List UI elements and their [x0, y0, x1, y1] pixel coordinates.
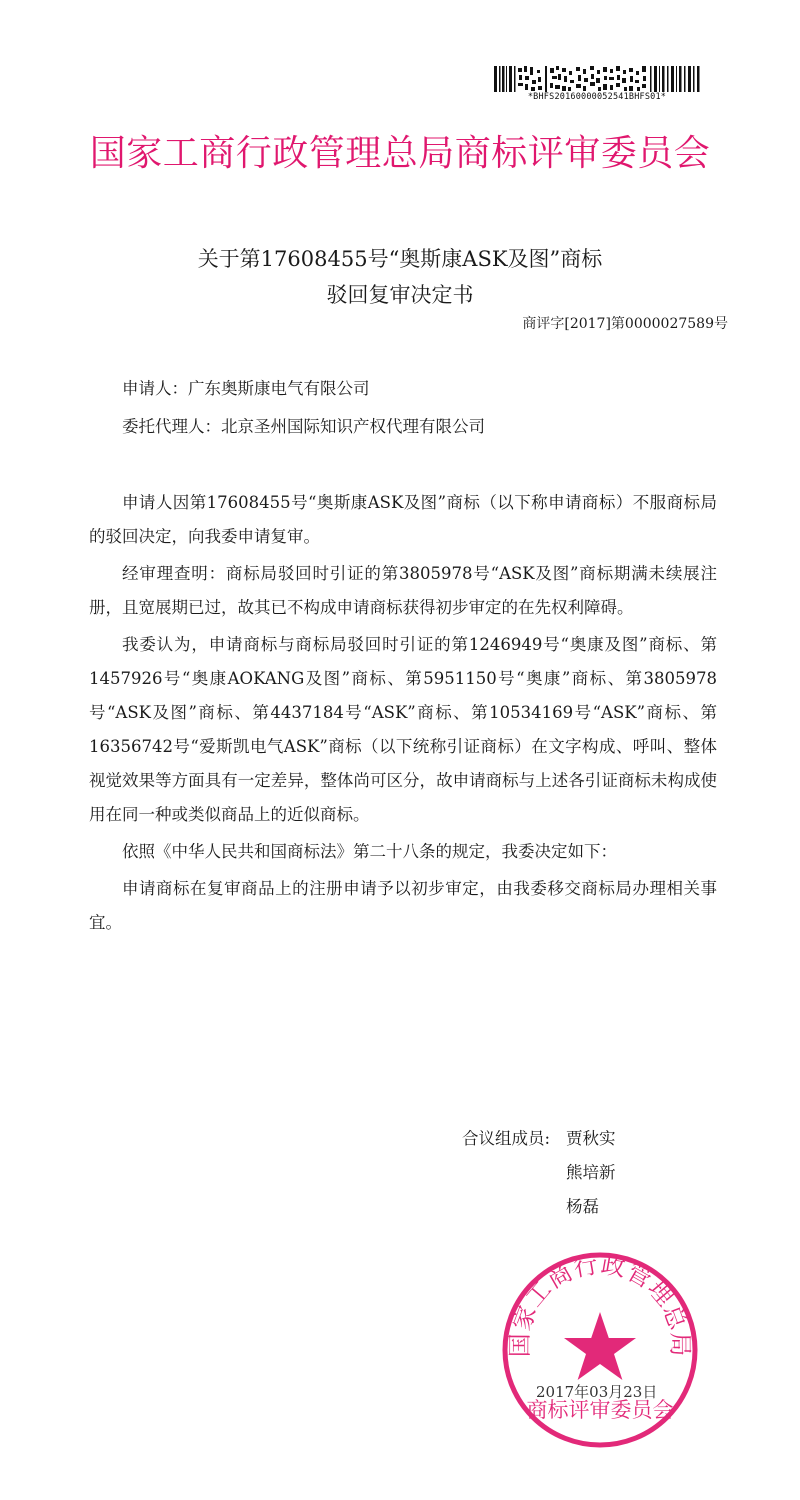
decision-date: 2017年03月23日	[536, 1383, 658, 1401]
paragraph-request: 申请人因第17608455号“奥斯康ASK及图”商标（以下称申请商标）不服商标局的驳回决定，向我委申请复审。	[89, 493, 717, 546]
paragraph-opinion: 我委认为，申请商标与商标局驳回时引证的第1246949号“奥康及图”商标、第1457926号“奥康AOKANG及图”商标、第5951150号“奥康”商标、第3805978号“ASK及图”商标、第4437184号“ASK”商标、第10534169号“ASK”商标、第16356742号“爱斯凯电气ASK”商标（以下统称引证商标）在文字构成、呼叫、整体视觉效果等方面具有一定差异，整体尚可区分，故申请商标与上述各引证商标未构成使用在同一种或类似商品上的近似商标。	[89, 635, 717, 824]
panel-member: 熊培新	[566, 1163, 616, 1182]
document-title-line-1: 关于第17608455号“奥斯康ASK及图”商标	[197, 247, 603, 271]
agent: 委托代理人：北京圣州国际知识产权代理有限公司	[122, 417, 485, 436]
paragraph-findings: 经审理查明：商标局驳回时引证的第3805978号“ASK及图”商标期满未续展注册，且宽展期已过，故其已不构成申请商标获得初步审定的在先权利障碍。	[89, 564, 717, 617]
panel-label: 合议组成员:	[462, 1129, 551, 1148]
agency-header: 国家工商行政管理总局商标评审委员会	[89, 133, 711, 174]
decision-body	[89, 486, 717, 943]
barcode-icon	[492, 66, 702, 92]
seal-text: 国家工商行政管理总局	[505, 1250, 695, 1358]
barcode-number: *BHFS20160000052541BHFS01*	[527, 92, 667, 102]
paragraph-decision: 申请商标在复审商品上的注册申请予以初步审定，由我委移交商标局办理相关事宜。	[89, 879, 717, 932]
document-number: 商评字[2017]第0000027589号	[522, 316, 728, 332]
panel-member: 贾秋实	[566, 1129, 616, 1148]
official-seal-icon	[500, 1250, 700, 1450]
panel-members	[462, 1122, 616, 1224]
document-title-line-2: 驳回复审决定书	[326, 283, 474, 307]
seal-bottom-text: 商标评审委员会	[526, 1398, 674, 1422]
panel-member: 杨磊	[566, 1197, 599, 1216]
barcode	[492, 66, 702, 106]
paragraph-legal-basis: 依照《中华人民共和国商标法》第二十八条的规定，我委决定如下：	[122, 842, 617, 861]
applicant: 申请人：广东奥斯康电气有限公司	[122, 379, 370, 398]
